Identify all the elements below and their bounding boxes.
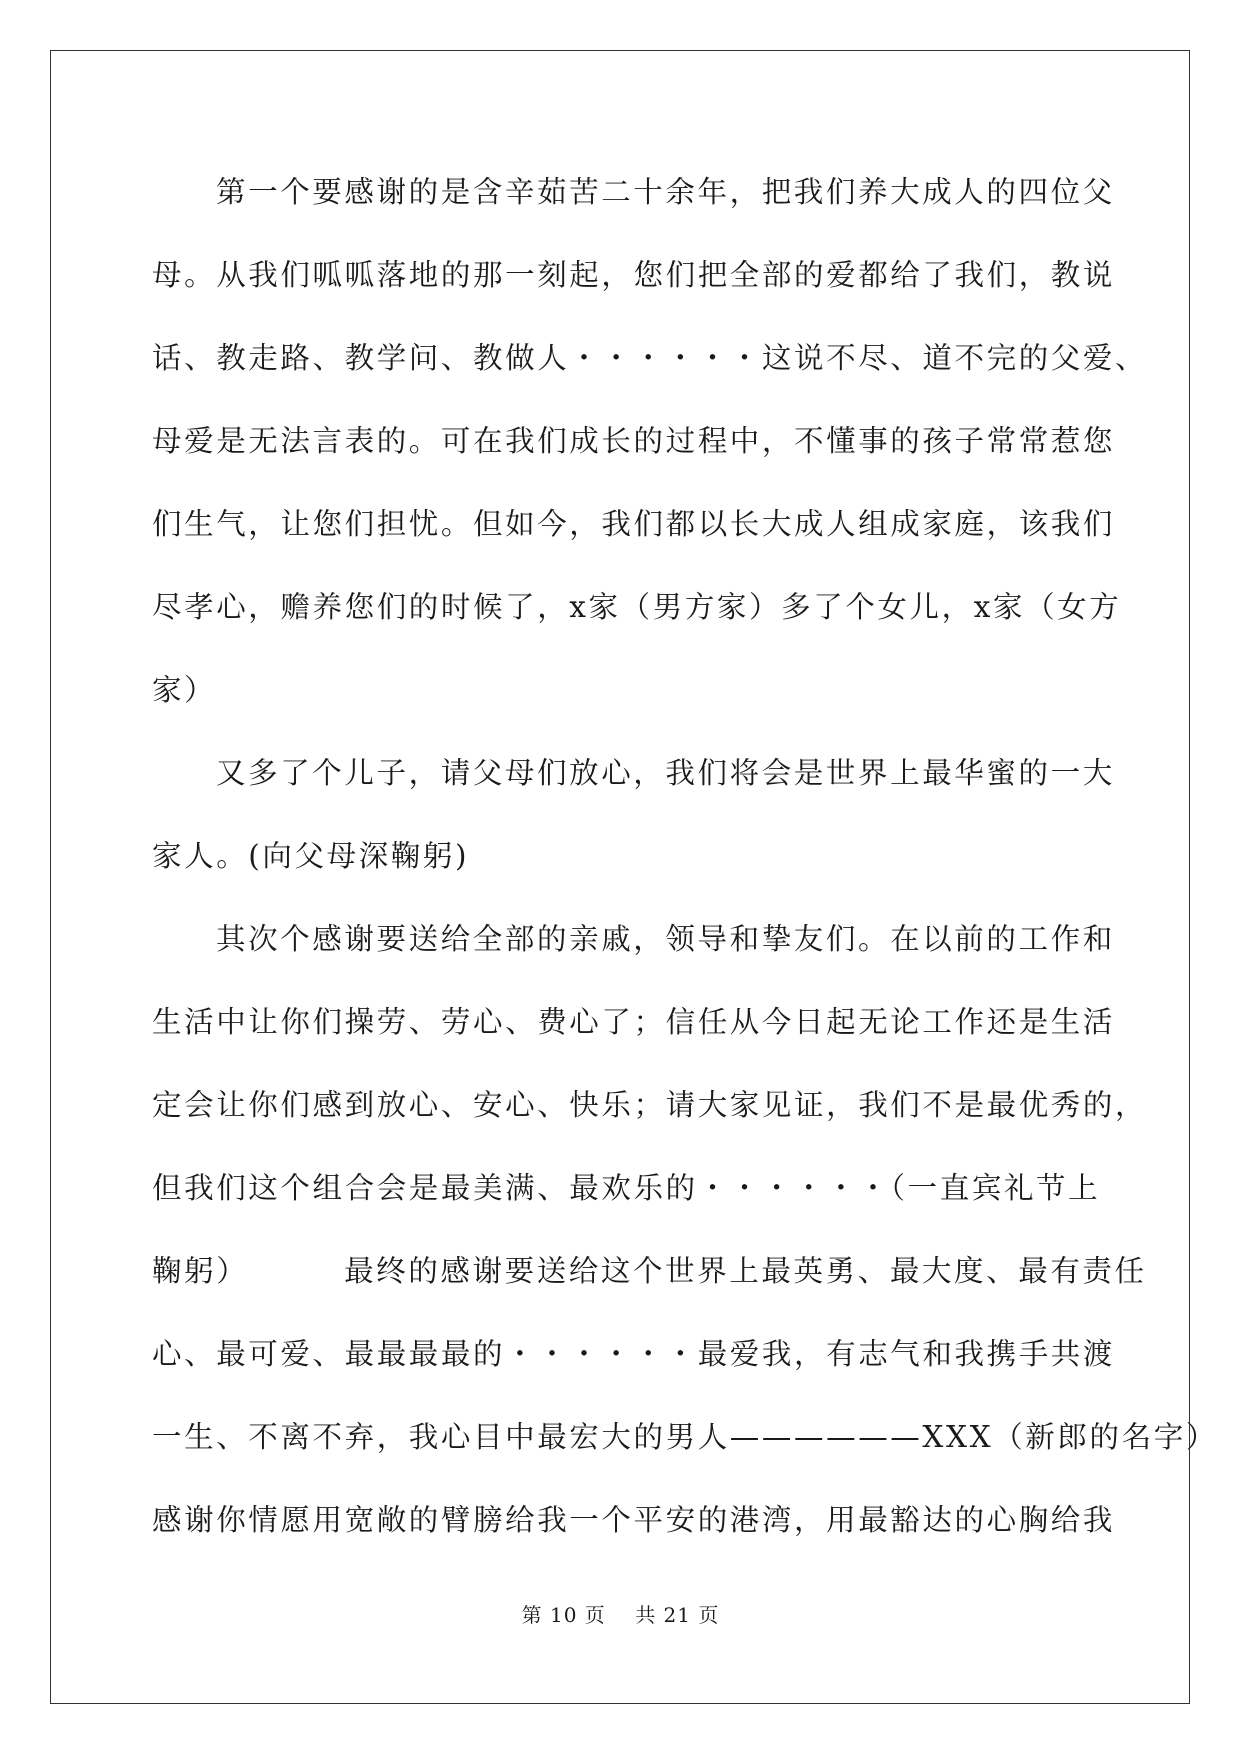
text-line: 感谢你情愿用宽敞的臂膀给我一个平安的港湾，用最豁达的心胸给我: [152, 1503, 1116, 1537]
page-number: 第 10 页 共 21 页: [521, 1603, 720, 1627]
text-line: 但我们这个组合会是最美满、最欢乐的・・・・・・（一直宾礼节上: [152, 1171, 1101, 1205]
text-line: 定会让你们感到放心、安心、快乐；请大家见证，我们不是最优秀的，: [152, 1088, 1148, 1122]
text-line: 们生气，让您们担忧。但如今，我们都以长大成人组成家庭，该我们: [152, 507, 1116, 541]
text-line: 一生、不离不弃，我心目中最宏大的男人——————XXX（新郎的名字）: [152, 1420, 1218, 1454]
text-line: 母爱是无法言表的。可在我们成长的过程中，不懂事的孩子常常惹您: [152, 424, 1116, 458]
document-body: [152, 163, 1218, 1574]
text-line: 其次个感谢要送给全部的亲戚，领导和挚友们。在以前的工作和: [216, 922, 1115, 956]
text-line: 家）: [152, 673, 217, 707]
text-line: 生活中让你们操劳、劳心、费心了；信任从今日起无论工作还是生活: [152, 1005, 1116, 1039]
text-line: 又多了个儿子，请父母们放心，我们将会是世界上最华蜜的一大: [216, 756, 1115, 790]
text-line: 第一个要感谢的是含辛茹苦二十余年，把我们养大成人的四位父: [216, 175, 1115, 209]
text-line: 家人。(向父母深鞠躬): [152, 839, 470, 873]
text-line: 心、最可爱、最最最最的・・・・・・最爱我，有志气和我携手共渡: [152, 1337, 1116, 1371]
text-line: 鞠躬） 最终的感谢要送给这个世界上最英勇、最大度、最有责任: [152, 1254, 1147, 1288]
text-line: 母。从我们呱呱落地的那一刻起，您们把全部的爱都给了我们，教说: [152, 258, 1116, 292]
text-line: 话、教走路、教学问、教做人・・・・・・这说不尽、道不完的父爱、: [152, 341, 1148, 375]
text-line: 尽孝心，赡养您们的时候了，x家（男方家）多了个女儿，x家（女方: [152, 590, 1122, 624]
